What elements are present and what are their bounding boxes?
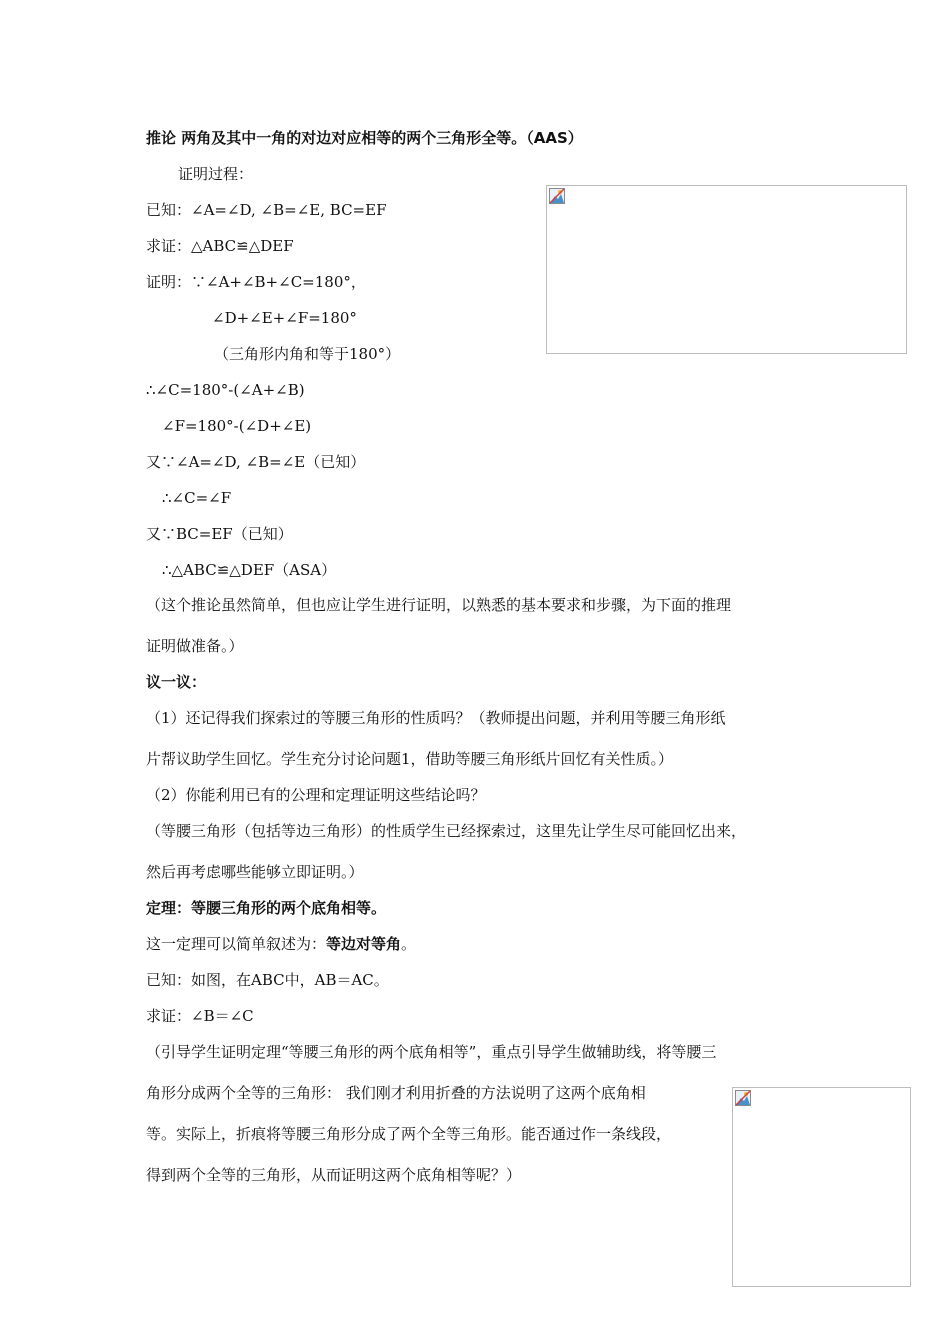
note-line-1: （这个推论虽然简单，但也应让学生进行证明，以熟悉的基本要求和步骤，为下面的推理 (146, 596, 732, 614)
proof-line-6: 又∵∠A=∠D, ∠B=∠E（已知） (146, 453, 366, 471)
guide-line-3: 等。实际上，折痕将等腰三角形分成了两个全等三角形。能否通过作一条线段， (146, 1125, 672, 1143)
guide-line-2: 角形分成两个全等的三角形： 我们刚才利用折叠的方法说明了这两个底角相 (146, 1084, 646, 1102)
figure-placeholder-bottom (732, 1087, 911, 1287)
broken-image-icon (735, 1090, 751, 1106)
proof-conclusion: ∴△ABC≌△DEF（ASA） (162, 561, 337, 579)
theorem-to-prove: 求证：∠B＝∠C (146, 1007, 254, 1025)
given-line: 已知：∠A=∠D, ∠B=∠E, BC=EF (146, 201, 387, 219)
theorem-heading: 定理：等腰三角形的两个底角相等。 (146, 899, 387, 917)
guide-line-4: 得到两个全等的三角形，从而证明这两个底角相等呢？） (146, 1166, 522, 1184)
theorem-given: 已知：如图，在ABC中，AB＝AC。 (146, 971, 389, 989)
theorem-summary-emphasis: 等边对等角 (326, 935, 402, 953)
discussion-q1-line-2: 片帮议助学生回忆。学生充分讨论问题1，借助等腰三角形纸片回忆有关性质。） (146, 750, 674, 768)
proof-line-3: （三角形内角和等于180°） (214, 345, 401, 363)
proof-line-5: ∠F=180°-(∠D+∠E) (162, 417, 312, 435)
note-line-2: 证明做准备。） (146, 637, 244, 655)
guide-line-1: （引导学生证明定理“等腰三角形的两个底角相等”，重点引导学生做辅助线，将等腰三 (146, 1043, 717, 1061)
discussion-q2: （2）你能利用已有的公理和定理证明这些结论吗？ (146, 786, 486, 804)
broken-image-icon (549, 188, 565, 204)
discussion-note-line-2: 然后再考虑哪些能够立即证明。） (146, 863, 364, 881)
proof-line-4: ∴∠C=180°-(∠A+∠B) (146, 381, 305, 399)
figure-placeholder-top (546, 185, 907, 354)
to-prove-line: 求证：△ABC≌△DEF (146, 237, 294, 255)
proof-line-2: ∠D+∠E+∠F=180° (212, 309, 357, 327)
theorem-summary-prefix: 这一定理可以简单叙述为： (146, 935, 327, 953)
proof-line-8: 又∵BC=EF（已知） (146, 525, 293, 543)
discussion-note-line-1: （等腰三角形（包括等边三角形）的性质学生已经探索过，这里先让学生尽可能回忆出来， (146, 822, 747, 840)
discussion-heading: 议一议： (146, 673, 207, 691)
theorem-summary-suffix: 。 (401, 935, 417, 953)
theorem-summary (146, 934, 416, 954)
proof-process-label: 证明过程： (178, 165, 254, 183)
proof-line-1: 证明：∵∠A+∠B+∠C=180°， (146, 273, 366, 291)
corollary-heading: 推论 两角及其中一角的对边对应相等的两个三角形全等。（AAS） (146, 129, 583, 147)
proof-line-7: ∴∠C=∠F (162, 489, 232, 507)
discussion-q1-line-1: （1）还记得我们探索过的等腰三角形的性质吗？（教师提出问题，并利用等腰三角形纸 (146, 709, 726, 727)
